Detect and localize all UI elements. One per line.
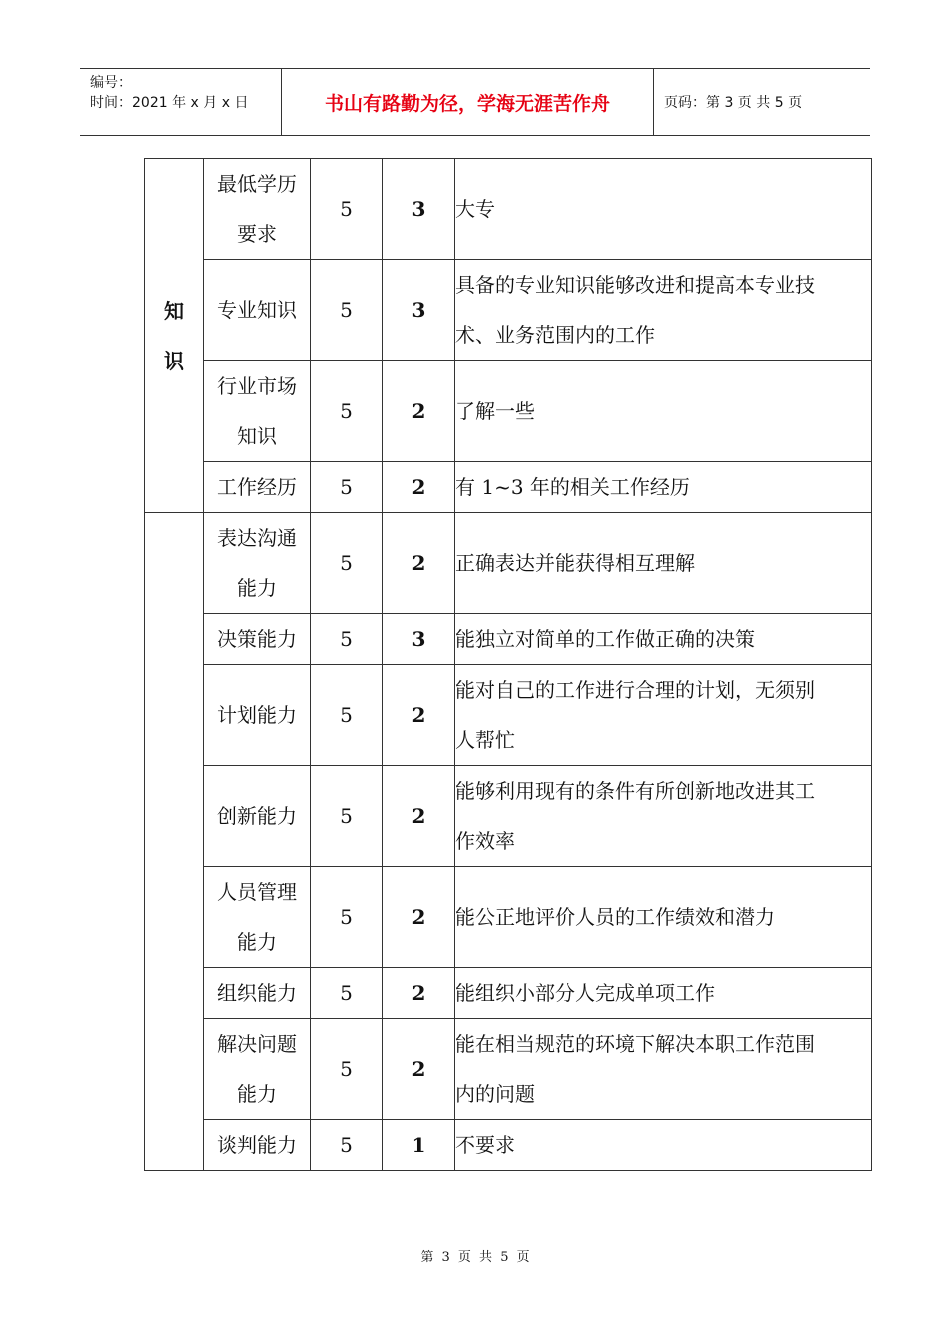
table-row xyxy=(145,766,872,867)
max-score-cell: 5 xyxy=(311,260,383,361)
item-cell: 计划能力 xyxy=(204,665,311,766)
item-cell: 工作经历 xyxy=(204,462,311,513)
item-cell: 人员管理 能力 xyxy=(204,867,311,968)
header-page-info: 页码：第 3 页 共 5 页 xyxy=(664,95,803,111)
description-cell: 具备的专业知识能够改进和提高本专业技 术、业务范围内的工作 xyxy=(455,260,872,361)
item-cell: 决策能力 xyxy=(204,614,311,665)
page-header xyxy=(80,68,870,136)
header-motto: 书山有路勤为径，学海无涯苦作舟 xyxy=(282,69,654,135)
max-score-cell: 5 xyxy=(311,462,383,513)
item-cell: 表达沟通 能力 xyxy=(204,513,311,614)
level-cell: 2 xyxy=(383,766,455,867)
description-cell: 有 1~3 年的相关工作经历 xyxy=(455,462,872,513)
item-cell: 专业知识 xyxy=(204,260,311,361)
max-score-cell: 5 xyxy=(311,1019,383,1120)
item-cell: 创新能力 xyxy=(204,766,311,867)
level-cell: 3 xyxy=(383,159,455,260)
max-score-cell: 5 xyxy=(311,665,383,766)
level-cell: 2 xyxy=(383,1019,455,1120)
max-score-cell: 5 xyxy=(311,361,383,462)
page-footer: 第 3 页 共 5 页 xyxy=(420,1250,530,1265)
table-row xyxy=(145,1120,872,1171)
description-cell: 能在相当规范的环境下解决本职工作范围 内的问题 xyxy=(455,1019,872,1120)
table-row xyxy=(145,462,872,513)
max-score-cell: 5 xyxy=(311,867,383,968)
table-row xyxy=(145,614,872,665)
level-cell: 2 xyxy=(383,867,455,968)
competency-table-body xyxy=(145,159,872,1171)
description-cell: 能独立对简单的工作做正确的决策 xyxy=(455,614,872,665)
document-date-label: 时间：2021 年 x 月 x 日 xyxy=(90,95,249,111)
table-row xyxy=(145,665,872,766)
table-row xyxy=(145,361,872,462)
table-row xyxy=(145,159,872,260)
level-cell: 2 xyxy=(383,513,455,614)
item-cell: 行业市场 知识 xyxy=(204,361,311,462)
max-score-cell: 5 xyxy=(311,159,383,260)
description-cell: 能够利用现有的条件有所创新地改进其工 作效率 xyxy=(455,766,872,867)
header-meta xyxy=(80,69,282,135)
level-cell: 3 xyxy=(383,614,455,665)
max-score-cell: 5 xyxy=(311,513,383,614)
item-cell: 解决问题 能力 xyxy=(204,1019,311,1120)
table-row xyxy=(145,260,872,361)
category-cell xyxy=(145,513,204,1171)
table-row xyxy=(145,968,872,1019)
description-cell: 大专 xyxy=(455,159,872,260)
max-score-cell: 5 xyxy=(311,614,383,665)
table-row xyxy=(145,1019,872,1120)
table-row xyxy=(145,867,872,968)
level-cell: 2 xyxy=(383,361,455,462)
level-cell: 3 xyxy=(383,260,455,361)
level-cell: 2 xyxy=(383,462,455,513)
description-cell: 能对自己的工作进行合理的计划，无须别 人帮忙 xyxy=(455,665,872,766)
max-score-cell: 5 xyxy=(311,766,383,867)
table-row xyxy=(145,513,872,614)
document-number-label: 编号： xyxy=(90,75,132,91)
item-cell: 组织能力 xyxy=(204,968,311,1019)
description-cell: 能组织小部分人完成单项工作 xyxy=(455,968,872,1019)
item-cell: 谈判能力 xyxy=(204,1120,311,1171)
level-cell: 2 xyxy=(383,968,455,1019)
description-cell: 能公正地评价人员的工作绩效和潜力 xyxy=(455,867,872,968)
level-cell: 2 xyxy=(383,665,455,766)
description-cell: 不要求 xyxy=(455,1120,872,1171)
item-cell: 最低学历 要求 xyxy=(204,159,311,260)
competency-table xyxy=(144,158,872,1171)
category-cell: 知 识 xyxy=(145,159,204,513)
description-cell: 了解一些 xyxy=(455,361,872,462)
max-score-cell: 5 xyxy=(311,968,383,1019)
level-cell: 1 xyxy=(383,1120,455,1171)
max-score-cell: 5 xyxy=(311,1120,383,1171)
description-cell: 正确表达并能获得相互理解 xyxy=(455,513,872,614)
